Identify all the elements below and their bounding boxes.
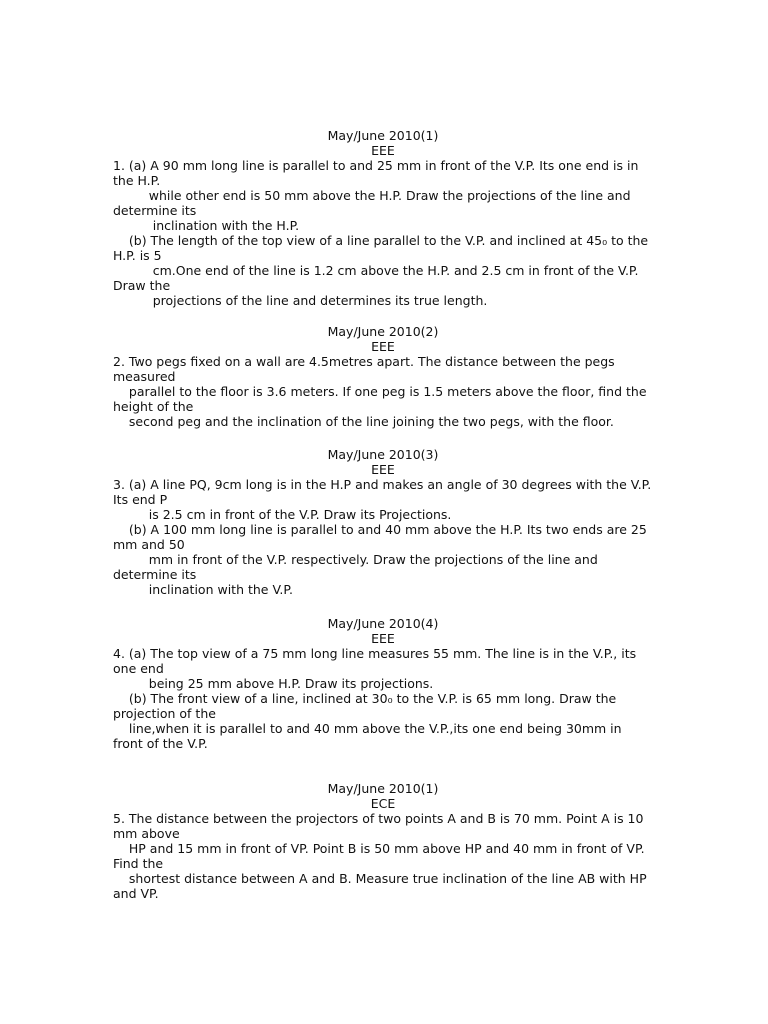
question-line: projections of the line and determines its true length.: [113, 293, 488, 308]
question-line: being 25 mm above H.P. Draw its projections.: [113, 676, 434, 691]
section-branch: EEE: [371, 631, 395, 646]
section-heading: May/June 2010(2): [327, 324, 439, 339]
question-line: 3. (a) A line PQ, 9cm long is in the H.P and makes an angle of 30 degrees with the V.P.: [113, 477, 652, 492]
question-line: second peg and the inclination of the line joining the two pegs, with the floor.: [113, 414, 614, 429]
question-line: line,when it is parallel to and 40 mm above the V.P.,its one end being 30mm in: [113, 721, 622, 736]
question-line: measured: [113, 369, 176, 384]
question-line: one end: [113, 661, 164, 676]
question-line: is 2.5 cm in front of the V.P. Draw its Projections.: [113, 507, 452, 522]
question-line: Its end P: [113, 492, 168, 507]
question-section-4: [113, 616, 653, 751]
question-line: (b) The length of the top view of a line parallel to the V.P. and inclined at 45₀ to the: [113, 233, 649, 248]
question-line: while other end is 50 mm above the H.P. Draw the projections of the line and: [113, 188, 631, 203]
section-branch: EEE: [371, 339, 395, 354]
section-branch: EEE: [371, 143, 395, 158]
question-line: determine its: [113, 203, 197, 218]
section-heading: May/June 2010(1): [327, 781, 439, 796]
question-line: front of the V.P.: [113, 736, 208, 751]
question-line: parallel to the floor is 3.6 meters. If one peg is 1.5 meters above the floor, find the: [113, 384, 647, 399]
question-line: inclination with the H.P.: [113, 218, 300, 233]
question-line: the H.P.: [113, 173, 161, 188]
question-line: Draw the: [113, 278, 171, 293]
question-line: height of the: [113, 399, 194, 414]
question-line: 1. (a) A 90 mm long line is parallel to and 25 mm in front of the V.P. Its one end is in: [113, 158, 639, 173]
section-heading: May/June 2010(1): [327, 128, 439, 143]
question-line: mm and 50: [113, 537, 185, 552]
question-line: H.P. is 5: [113, 248, 162, 263]
question-section-1: [113, 128, 653, 308]
question-line: shortest distance between A and B. Measure true inclination of the line AB with HP: [113, 871, 647, 886]
question-line: and VP.: [113, 886, 159, 901]
question-line: mm above: [113, 826, 180, 841]
question-line: (b) A 100 mm long line is parallel to and 40 mm above the H.P. Its two ends are 25: [113, 522, 647, 537]
question-section-3: [113, 447, 653, 597]
question-section-5: [113, 781, 653, 901]
question-line: Find the: [113, 856, 164, 871]
question-line: determine its: [113, 567, 197, 582]
question-section-2: [113, 324, 653, 429]
question-line: 2. Two pegs fixed on a wall are 4.5metres apart. The distance between the pegs: [113, 354, 615, 369]
section-heading: May/June 2010(4): [327, 616, 439, 631]
question-line: mm in front of the V.P. respectively. Draw the projections of the line and: [113, 552, 598, 567]
question-line: cm.One end of the line is 1.2 cm above the H.P. and 2.5 cm in front of the V.P.: [113, 263, 639, 278]
question-line: (b) The front view of a line, inclined at 30₀ to the V.P. is 65 mm long. Draw the: [113, 691, 617, 706]
question-line: HP and 15 mm in front of VP. Point B is 50 mm above HP and 40 mm in front of VP.: [113, 841, 645, 856]
question-line: inclination with the V.P.: [113, 582, 293, 597]
section-branch: EEE: [371, 462, 395, 477]
question-line: 4. (a) The top view of a 75 mm long line measures 55 mm. The line is in the V.P., its: [113, 646, 637, 661]
section-heading: May/June 2010(3): [327, 447, 439, 462]
question-line: projection of the: [113, 706, 216, 721]
question-line: 5. The distance between the projectors of two points A and B is 70 mm. Point A is 10: [113, 811, 644, 826]
section-branch: ECE: [370, 796, 396, 811]
